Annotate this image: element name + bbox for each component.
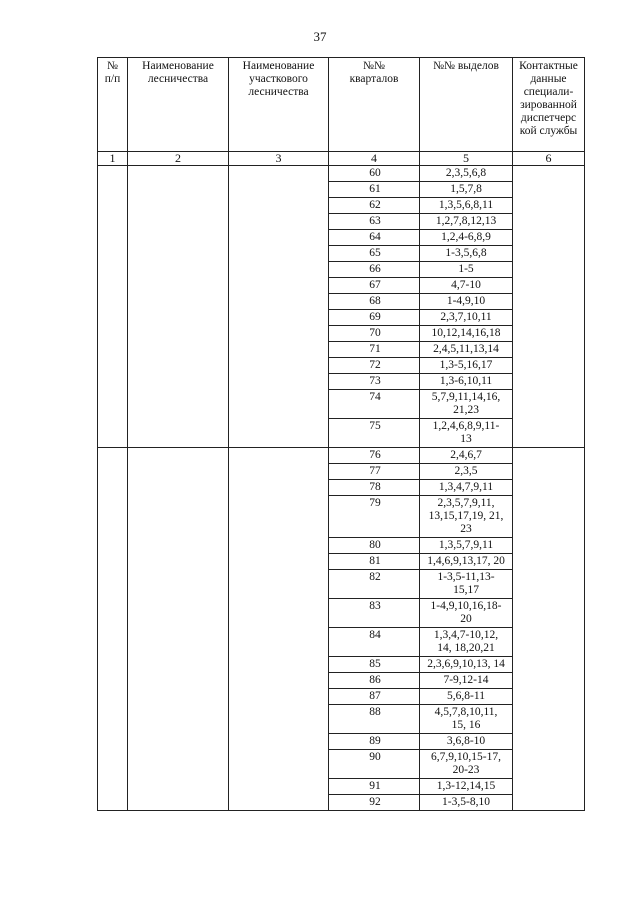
- section-numbers: 1-5: [420, 262, 513, 278]
- section-numbers: 2,3,5,6,8: [420, 166, 513, 182]
- quarter-number: 81: [329, 554, 420, 570]
- section-numbers: 1,3-5,16,17: [420, 358, 513, 374]
- quarter-number: 77: [329, 464, 420, 480]
- section-numbers: 1,4,6,9,13,17, 20: [420, 554, 513, 570]
- quarter-number: 72: [329, 358, 420, 374]
- quarter-number: 70: [329, 326, 420, 342]
- section-numbers: 6,7,9,10,15-17, 20-23: [420, 750, 513, 779]
- page-number: 37: [313, 29, 327, 44]
- quarter-number: 71: [329, 342, 420, 358]
- quarter-number: 64: [329, 230, 420, 246]
- table-group: [98, 448, 585, 811]
- quarter-number: 60: [329, 166, 420, 182]
- district-cell: [229, 448, 329, 811]
- quarter-number: 68: [329, 294, 420, 310]
- index-cell: [98, 166, 128, 448]
- section-numbers: 1,3-6,10,11: [420, 374, 513, 390]
- section-numbers: 1-4,9,10,16,18- 20: [420, 599, 513, 628]
- col-number: 3: [229, 152, 329, 166]
- section-numbers: 10,12,14,16,18: [420, 326, 513, 342]
- section-numbers: 4,5,7,8,10,11, 15, 16: [420, 705, 513, 734]
- col-number: 2: [128, 152, 229, 166]
- section-numbers: 1,2,4,6,8,9,11- 13: [420, 419, 513, 448]
- table-row: [98, 166, 585, 182]
- section-numbers: 1,3,4,7-10,12, 14, 18,20,21: [420, 628, 513, 657]
- quarter-number: 61: [329, 182, 420, 198]
- section-numbers: 1,3,5,6,8,11: [420, 198, 513, 214]
- quarter-number: 80: [329, 538, 420, 554]
- quarter-number: 89: [329, 734, 420, 750]
- quarter-number: 79: [329, 496, 420, 538]
- section-numbers: 5,6,8-11: [420, 689, 513, 705]
- section-numbers: 1,2,7,8,12,13: [420, 214, 513, 230]
- table-row: [98, 448, 585, 464]
- forestry-cell: [128, 166, 229, 448]
- quarter-number: 92: [329, 795, 420, 811]
- section-numbers: 1-3,5,6,8: [420, 246, 513, 262]
- section-numbers: 2,4,6,7: [420, 448, 513, 464]
- quarter-number: 78: [329, 480, 420, 496]
- quarter-number: 85: [329, 657, 420, 673]
- quarter-number: 66: [329, 262, 420, 278]
- col-header-index: № п/п: [98, 58, 128, 152]
- section-numbers: 1-3,5-8,10: [420, 795, 513, 811]
- col-number: 1: [98, 152, 128, 166]
- quarter-number: 83: [329, 599, 420, 628]
- quarter-number: 75: [329, 419, 420, 448]
- col-header-quarters: №№ кварталов: [329, 58, 420, 152]
- quarter-number: 67: [329, 278, 420, 294]
- section-numbers: 2,3,5,7,9,11, 13,15,17,19, 21, 23: [420, 496, 513, 538]
- section-numbers: 2,4,5,11,13,14: [420, 342, 513, 358]
- quarter-number: 69: [329, 310, 420, 326]
- section-numbers: 1-3,5-11,13- 15,17: [420, 570, 513, 599]
- district-cell: [229, 166, 329, 448]
- quarter-number: 73: [329, 374, 420, 390]
- col-header-forestry: Наименование лесничества: [128, 58, 229, 152]
- quarter-number: 63: [329, 214, 420, 230]
- contacts-cell: [513, 448, 585, 811]
- col-header-sections: №№ выделов: [420, 58, 513, 152]
- quarter-number: 84: [329, 628, 420, 657]
- section-numbers: 1,3-12,14,15: [420, 779, 513, 795]
- col-number: 6: [513, 152, 585, 166]
- section-numbers: 5,7,9,11,14,16, 21,23: [420, 390, 513, 419]
- section-numbers: 1,3,4,7,9,11: [420, 480, 513, 496]
- quarter-number: 86: [329, 673, 420, 689]
- forest-quarters-table: [97, 57, 585, 811]
- quarter-number: 82: [329, 570, 420, 599]
- quarter-number: 65: [329, 246, 420, 262]
- section-numbers: 4,7-10: [420, 278, 513, 294]
- section-numbers: 2,3,7,10,11: [420, 310, 513, 326]
- section-numbers: 2,3,5: [420, 464, 513, 480]
- section-numbers: 7-9,12-14: [420, 673, 513, 689]
- section-numbers: 1,5,7,8: [420, 182, 513, 198]
- section-numbers: 2,3,6,9,10,13, 14: [420, 657, 513, 673]
- col-header-district-forestry: Наименование участкового лесничества: [229, 58, 329, 152]
- quarter-number: 88: [329, 705, 420, 734]
- quarter-number: 91: [329, 779, 420, 795]
- section-numbers: 1,2,4-6,8,9: [420, 230, 513, 246]
- quarter-number: 76: [329, 448, 420, 464]
- quarter-number: 74: [329, 390, 420, 419]
- quarter-number: 87: [329, 689, 420, 705]
- forestry-cell: [128, 448, 229, 811]
- index-cell: [98, 448, 128, 811]
- col-header-contacts: Контактные данные специали-зированной диспетчерс кой службы: [513, 58, 585, 152]
- table-group: [98, 166, 585, 448]
- col-number: 5: [420, 152, 513, 166]
- section-numbers: 1-4,9,10: [420, 294, 513, 310]
- col-number: 4: [329, 152, 420, 166]
- quarter-number: 62: [329, 198, 420, 214]
- section-numbers: 3,6,8-10: [420, 734, 513, 750]
- contacts-cell: [513, 166, 585, 448]
- quarter-number: 90: [329, 750, 420, 779]
- section-numbers: 1,3,5,7,9,11: [420, 538, 513, 554]
